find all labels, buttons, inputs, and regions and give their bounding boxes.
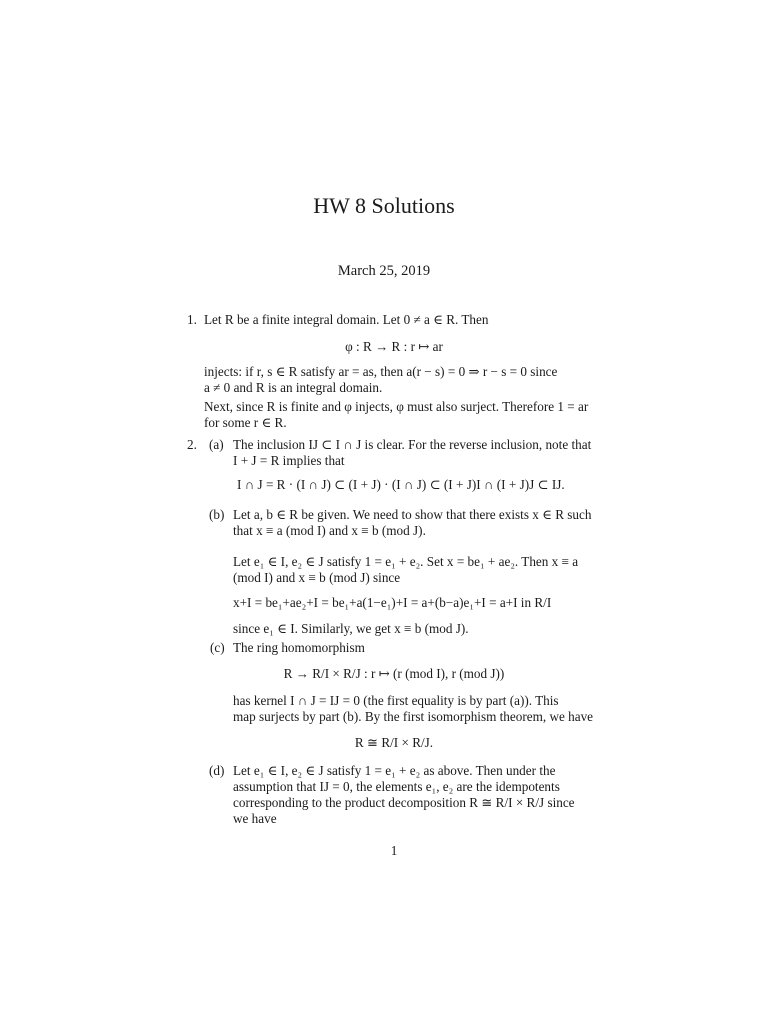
- part-b-text: Let a, b ∈ R be given. We need to show that there exists x ∈ R such: [233, 507, 592, 522]
- part-d-label: (d): [209, 763, 225, 778]
- part-c-display-isomorphism: R ≅ R/I × R/J.: [354, 735, 434, 750]
- problem-1-display-map: φ : R → R : r ↦ ar: [345, 339, 443, 354]
- part-a-display-equation: I ∩ J = R · (I ∩ J) ⊂ (I + J) · (I ∩ J) ⊂ (I + J)I ∩ (I + J)J ⊂ IJ.: [237, 477, 565, 492]
- part-d-text: corresponding to the product decomposition R ≅ R/I × R/J since: [233, 795, 575, 810]
- problem-2-number: 2.: [187, 437, 197, 452]
- part-b-text: that x ≡ a (mod I) and x ≡ b (mod J).: [233, 523, 426, 538]
- part-b-display-equation: x+I = be₁+ae₂+I = be₁+a(1−e₁)+I = a+(b−a)e₁+I = a+I in R/I: [233, 595, 552, 610]
- part-d-text: we have: [233, 811, 277, 826]
- page-number: 1: [390, 843, 398, 858]
- problem-1-text: injects: if r, s ∈ R satisfy ar = as, then a(r − s) = 0 ⇒ r − s = 0 since: [204, 364, 558, 379]
- part-b-text: since e₁ ∈ I. Similarly, we get x ≡ b (mod J).: [233, 621, 469, 636]
- part-c-text: has kernel I ∩ J = IJ = 0 (the first equality is by part (a)). This: [233, 693, 559, 708]
- part-c-text: map surjects by part (b). By the first isomorphism theorem, we have: [233, 709, 594, 724]
- part-c-text: The ring homomorphism: [233, 640, 365, 655]
- paper-date: March 25, 2019: [337, 263, 431, 279]
- part-b-text: (mod I) and x ≡ b (mod J) since: [233, 570, 401, 585]
- part-b-text: Let e₁ ∈ I, e₂ ∈ J satisfy 1 = e₁ + e₂. Set x = be₁ + ae₂. Then x ≡ a: [233, 554, 579, 569]
- paper-title: HW 8 Solutions: [313, 193, 455, 218]
- problem-1-text: Next, since R is finite and φ injects, φ must also surject. Therefore 1 = ar: [204, 399, 589, 414]
- problem-1-text: for some r ∈ R.: [204, 415, 287, 430]
- part-b-label: (b): [209, 507, 225, 522]
- part-c-label: (c): [210, 640, 225, 655]
- part-a-text: The inclusion IJ ⊂ I ∩ J is clear. For the reverse inclusion, note that: [233, 437, 592, 452]
- part-a-label: (a): [209, 437, 224, 452]
- problem-1-text: a ≠ 0 and R is an integral domain.: [204, 380, 383, 395]
- part-d-text: Let e₁ ∈ I, e₂ ∈ J satisfy 1 = e₁ + e₂ as above. Then under the: [233, 763, 556, 778]
- part-d-text: assumption that IJ = 0, the elements e₁, e₂ are the idempotents: [233, 779, 560, 794]
- problem-1-statement: Let R be a finite integral domain. Let 0 ≠ a ∈ R. Then: [204, 312, 489, 327]
- problem-1-number: 1.: [187, 312, 197, 327]
- part-a-text: I + J = R implies that: [233, 453, 345, 468]
- part-c-display-homomorphism: R → R/I × R/J : r ↦ (r (mod I), r (mod J)): [283, 666, 505, 681]
